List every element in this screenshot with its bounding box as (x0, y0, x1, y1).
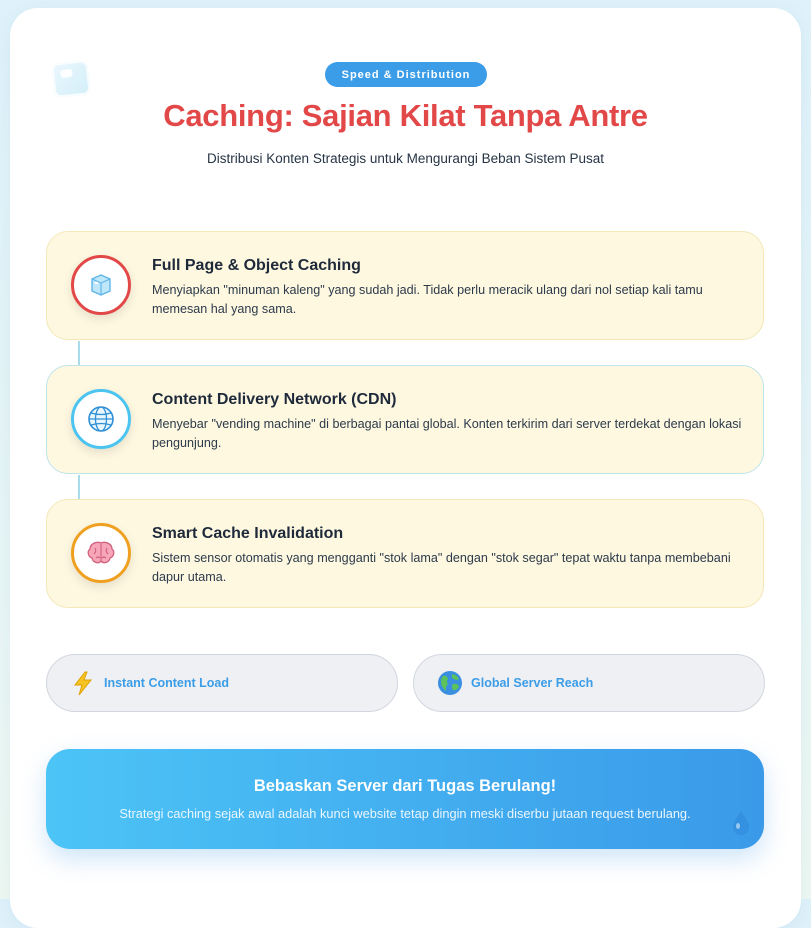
globe-icon (71, 389, 131, 449)
category-badge: Speed & Distribution (325, 62, 487, 87)
pill-label: Global Server Reach (471, 676, 594, 690)
feature-description: Menyiapkan "minuman kaleng" yang sudah jadi. Tidak perlu meracik ulang dari nol setiap kali tamu memesan hal yang sama. (152, 283, 703, 316)
feature-card-cache-invalidation (46, 499, 764, 608)
pill-label: Instant Content Load (104, 676, 229, 690)
brain-icon (71, 523, 131, 583)
ice-cube-icon (71, 255, 131, 315)
cta-banner (46, 749, 764, 849)
benefit-pill-global-reach (413, 654, 765, 712)
water-drop-icon (730, 809, 752, 837)
ice-cube-decoration-icon (51, 60, 90, 98)
feature-title: Smart Cache Invalidation (152, 525, 344, 542)
timeline-connector (78, 475, 80, 500)
feature-description: Menyebar "vending machine" di berbagai pantai global. Konten terkirim dari server terdekat dengan lokasi pengunjung. (152, 417, 742, 450)
feature-title: Content Delivery Network (CDN) (152, 391, 397, 408)
feature-card-cdn (46, 365, 764, 474)
earth-icon (436, 669, 464, 697)
cta-text: Strategi caching sejak awal adalah kunci website tetap dingin meski diserbu jutaan request berulang. (119, 806, 691, 821)
lightning-icon (69, 669, 97, 697)
timeline-connector (78, 341, 80, 366)
feature-title: Full Page & Object Caching (152, 257, 361, 274)
feature-description: Sistem sensor otomatis yang mengganti "stok lama" dengan "stok segar" tepat waktu tanpa membebani dapur utama. (152, 551, 731, 584)
page-title: Caching: Sajian Kilat Tanpa Antre (163, 98, 648, 133)
benefit-pill-instant-load (46, 654, 398, 712)
cta-title: Bebaskan Server dari Tugas Berulang! (253, 777, 557, 795)
feature-card-full-page-caching (46, 231, 764, 340)
page-subtitle: Distribusi Konten Strategis untuk Mengurangi Beban Sistem Pusat (207, 151, 604, 166)
